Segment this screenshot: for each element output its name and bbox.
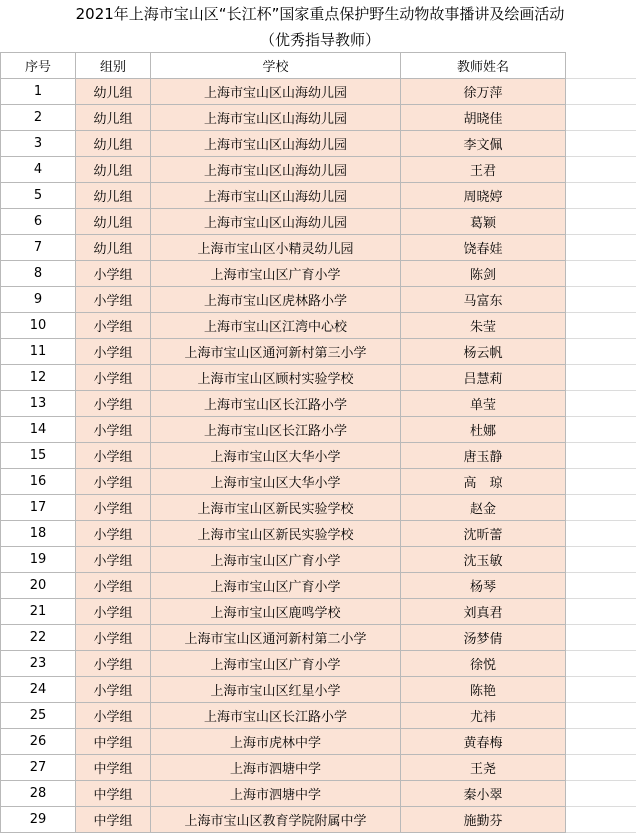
cell-school[interactable]: 上海市虎林中学 xyxy=(151,729,401,755)
cell-index[interactable]: 16 xyxy=(1,469,76,495)
table-row xyxy=(1,781,637,807)
cell-school[interactable]: 上海市宝山区山海幼儿园 xyxy=(151,209,401,235)
table-row xyxy=(1,261,637,287)
cell-teacher[interactable]: 陈艳 xyxy=(401,677,566,703)
sheet-title: 2021年上海市宝山区“长江杯”国家重点保护野生动物故事播讲及绘画活动 xyxy=(75,5,565,23)
cell-teacher[interactable]: 杜娜 xyxy=(401,417,566,443)
cell-teacher[interactable]: 单莹 xyxy=(401,391,566,417)
table-row xyxy=(1,807,637,833)
cell-group[interactable]: 幼儿组 xyxy=(76,79,151,105)
table-row xyxy=(1,755,637,781)
cell-teacher[interactable]: 施勤芬 xyxy=(401,807,566,833)
cell-school[interactable]: 上海市宝山区山海幼儿园 xyxy=(151,79,401,105)
empty-cell[interactable] xyxy=(566,131,637,157)
cell-group[interactable]: 小学组 xyxy=(76,599,151,625)
cell-group[interactable]: 幼儿组 xyxy=(76,131,151,157)
cell-index[interactable]: 21 xyxy=(1,599,76,625)
table-row xyxy=(1,729,637,755)
table-row xyxy=(1,547,637,573)
empty-cell[interactable] xyxy=(566,105,637,131)
table-row xyxy=(1,313,637,339)
cell-school[interactable]: 上海市宝山区新民实验学校 xyxy=(151,521,401,547)
cell-index[interactable]: 28 xyxy=(1,781,76,807)
table-row xyxy=(1,79,637,105)
cell-group[interactable]: 小学组 xyxy=(76,261,151,287)
empty-cell[interactable] xyxy=(566,677,637,703)
cell-school[interactable]: 上海市宝山区长江路小学 xyxy=(151,391,401,417)
table-row xyxy=(1,573,637,599)
cell-group[interactable]: 中学组 xyxy=(76,781,151,807)
empty-cell[interactable] xyxy=(566,79,637,105)
empty-cell[interactable] xyxy=(566,729,637,755)
table-row xyxy=(1,105,637,131)
cell-index[interactable]: 1 xyxy=(1,79,76,105)
cell-group[interactable]: 小学组 xyxy=(76,443,151,469)
cell-school[interactable]: 上海市宝山区教育学院附属中学 xyxy=(151,807,401,833)
cell-group[interactable]: 小学组 xyxy=(76,469,151,495)
cell-teacher[interactable]: 尤祎 xyxy=(401,703,566,729)
cell-school[interactable]: 上海市宝山区顾村实验学校 xyxy=(151,365,401,391)
empty-cell[interactable] xyxy=(566,417,637,443)
header-row xyxy=(1,53,637,79)
cell-index[interactable]: 14 xyxy=(1,417,76,443)
cell-group[interactable]: 中学组 xyxy=(76,807,151,833)
table-body xyxy=(1,79,637,833)
cell-index[interactable]: 4 xyxy=(1,157,76,183)
header-group[interactable]: 组别 xyxy=(76,53,151,79)
cell-group[interactable]: 小学组 xyxy=(76,313,151,339)
cell-index[interactable]: 18 xyxy=(1,521,76,547)
empty-cell[interactable] xyxy=(566,183,637,209)
table-row xyxy=(1,599,637,625)
empty-cell[interactable] xyxy=(566,495,637,521)
table-row xyxy=(1,625,637,651)
cell-index[interactable]: 20 xyxy=(1,573,76,599)
cell-group[interactable]: 小学组 xyxy=(76,677,151,703)
cell-teacher[interactable]: 周晓婷 xyxy=(401,183,566,209)
empty-cell[interactable] xyxy=(566,391,637,417)
cell-teacher[interactable]: 徐悦 xyxy=(401,651,566,677)
sheet-subtitle: （优秀指导教师） xyxy=(259,31,380,49)
cell-group[interactable]: 中学组 xyxy=(76,755,151,781)
cell-group[interactable]: 小学组 xyxy=(76,287,151,313)
table-row xyxy=(1,443,637,469)
cell-school[interactable]: 上海市宝山区虎林路小学 xyxy=(151,287,401,313)
table-row xyxy=(1,495,637,521)
empty-cell[interactable] xyxy=(566,261,637,287)
cell-index[interactable]: 9 xyxy=(1,287,76,313)
empty-cell[interactable] xyxy=(566,547,637,573)
header-school[interactable]: 学校 xyxy=(151,53,401,79)
cell-group[interactable]: 中学组 xyxy=(76,729,151,755)
cell-group[interactable]: 幼儿组 xyxy=(76,105,151,131)
cell-index[interactable]: 10 xyxy=(1,313,76,339)
table-row xyxy=(1,677,637,703)
cell-teacher[interactable]: 朱莹 xyxy=(401,313,566,339)
table-row xyxy=(1,391,637,417)
cell-teacher[interactable]: 唐玉静 xyxy=(401,443,566,469)
cell-teacher[interactable]: 刘真君 xyxy=(401,599,566,625)
cell-school[interactable]: 上海市泗塘中学 xyxy=(151,781,401,807)
empty-cell[interactable] xyxy=(566,599,637,625)
cell-school[interactable]: 上海市宝山区长江路小学 xyxy=(151,703,401,729)
empty-cell[interactable] xyxy=(566,755,637,781)
cell-group[interactable]: 小学组 xyxy=(76,625,151,651)
cell-teacher[interactable]: 杨云帆 xyxy=(401,339,566,365)
cell-group[interactable]: 小学组 xyxy=(76,365,151,391)
cell-school[interactable]: 上海市宝山区广育小学 xyxy=(151,573,401,599)
cell-teacher[interactable]: 马富东 xyxy=(401,287,566,313)
cell-index[interactable]: 19 xyxy=(1,547,76,573)
empty-cell[interactable] xyxy=(566,235,637,261)
empty-cell[interactable] xyxy=(566,443,637,469)
empty-cell[interactable] xyxy=(566,651,637,677)
cell-school[interactable]: 上海市宝山区山海幼儿园 xyxy=(151,183,401,209)
cell-group[interactable]: 小学组 xyxy=(76,573,151,599)
cell-index[interactable]: 22 xyxy=(1,625,76,651)
cell-teacher[interactable]: 王君 xyxy=(401,157,566,183)
cell-school[interactable]: 上海市宝山区通河新村第三小学 xyxy=(151,339,401,365)
cell-index[interactable]: 29 xyxy=(1,807,76,833)
table-row xyxy=(1,131,637,157)
cell-school[interactable]: 上海市宝山区小精灵幼儿园 xyxy=(151,235,401,261)
cell-school[interactable]: 上海市宝山区江湾中心校 xyxy=(151,313,401,339)
cell-teacher[interactable]: 沈玉敏 xyxy=(401,547,566,573)
cell-teacher[interactable]: 徐万萍 xyxy=(401,79,566,105)
cell-teacher[interactable]: 吕慧莉 xyxy=(401,365,566,391)
cell-teacher[interactable]: 高 琼 xyxy=(401,469,566,495)
cell-teacher[interactable]: 李文佩 xyxy=(401,131,566,157)
table-row xyxy=(1,209,637,235)
cell-teacher[interactable]: 杨琴 xyxy=(401,573,566,599)
cell-index[interactable]: 6 xyxy=(1,209,76,235)
empty-cell[interactable] xyxy=(566,53,637,79)
empty-cell[interactable] xyxy=(566,521,637,547)
cell-teacher[interactable]: 葛颖 xyxy=(401,209,566,235)
cell-index[interactable]: 11 xyxy=(1,339,76,365)
empty-cell[interactable] xyxy=(566,469,637,495)
cell-index[interactable]: 8 xyxy=(1,261,76,287)
table-row xyxy=(1,365,637,391)
cell-school[interactable]: 上海市宝山区长江路小学 xyxy=(151,417,401,443)
cell-school[interactable]: 上海市宝山区山海幼儿园 xyxy=(151,105,401,131)
cell-school[interactable]: 上海市宝山区大华小学 xyxy=(151,469,401,495)
cell-teacher[interactable]: 秦小翠 xyxy=(401,781,566,807)
cell-index[interactable]: 12 xyxy=(1,365,76,391)
cell-group[interactable]: 幼儿组 xyxy=(76,157,151,183)
cell-school[interactable]: 上海市宝山区广育小学 xyxy=(151,651,401,677)
cell-group[interactable]: 小学组 xyxy=(76,703,151,729)
empty-cell[interactable] xyxy=(566,339,637,365)
cell-school[interactable]: 上海市宝山区山海幼儿园 xyxy=(151,157,401,183)
table-row xyxy=(1,703,637,729)
empty-cell[interactable] xyxy=(566,807,637,833)
empty-cell[interactable] xyxy=(566,157,637,183)
empty-cell[interactable] xyxy=(566,287,637,313)
table-row xyxy=(1,235,637,261)
table-row xyxy=(1,287,637,313)
cell-teacher[interactable]: 赵金 xyxy=(401,495,566,521)
cell-school[interactable]: 上海市宝山区通河新村第二小学 xyxy=(151,625,401,651)
cell-index[interactable]: 2 xyxy=(1,105,76,131)
cell-teacher[interactable]: 沈昕蕾 xyxy=(401,521,566,547)
table-row xyxy=(1,339,637,365)
table-row xyxy=(1,521,637,547)
cell-school[interactable]: 上海市宝山区广育小学 xyxy=(151,261,401,287)
cell-group[interactable]: 小学组 xyxy=(76,417,151,443)
table-row xyxy=(1,651,637,677)
empty-cell[interactable] xyxy=(566,703,637,729)
cell-index[interactable]: 26 xyxy=(1,729,76,755)
cell-school[interactable]: 上海市宝山区广育小学 xyxy=(151,547,401,573)
empty-cell[interactable] xyxy=(566,209,637,235)
cell-teacher[interactable]: 饶春娃 xyxy=(401,235,566,261)
cell-index[interactable]: 13 xyxy=(1,391,76,417)
cell-teacher[interactable]: 汤梦倩 xyxy=(401,625,566,651)
cell-teacher[interactable]: 黄春梅 xyxy=(401,729,566,755)
cell-index[interactable]: 25 xyxy=(1,703,76,729)
cell-teacher[interactable]: 陈剑 xyxy=(401,261,566,287)
cell-index[interactable]: 3 xyxy=(1,131,76,157)
cell-group[interactable]: 小学组 xyxy=(76,339,151,365)
cell-index[interactable]: 7 xyxy=(1,235,76,261)
cell-school[interactable]: 上海市宝山区红星小学 xyxy=(151,677,401,703)
cell-teacher[interactable]: 胡晓佳 xyxy=(401,105,566,131)
header-index[interactable]: 序号 xyxy=(1,53,76,79)
empty-cell[interactable] xyxy=(566,573,637,599)
cell-index[interactable]: 27 xyxy=(1,755,76,781)
cell-teacher[interactable]: 王尧 xyxy=(401,755,566,781)
empty-cell[interactable] xyxy=(566,313,637,339)
cell-index[interactable]: 23 xyxy=(1,651,76,677)
table-row xyxy=(1,417,637,443)
cell-group[interactable]: 小学组 xyxy=(76,651,151,677)
empty-cell[interactable] xyxy=(566,625,637,651)
cell-school[interactable]: 上海市宝山区大华小学 xyxy=(151,443,401,469)
table-row xyxy=(1,183,637,209)
table-row xyxy=(1,469,637,495)
header-teacher[interactable]: 教师姓名 xyxy=(401,53,566,79)
cell-school[interactable]: 上海市宝山区鹿鸣学校 xyxy=(151,599,401,625)
empty-cell[interactable] xyxy=(566,781,637,807)
cell-group[interactable]: 小学组 xyxy=(76,547,151,573)
cell-group[interactable]: 幼儿组 xyxy=(76,209,151,235)
cell-index[interactable]: 24 xyxy=(1,677,76,703)
cell-group[interactable]: 小学组 xyxy=(76,495,151,521)
cell-index[interactable]: 5 xyxy=(1,183,76,209)
table-row xyxy=(1,157,637,183)
cell-group[interactable]: 小学组 xyxy=(76,391,151,417)
cell-group[interactable]: 小学组 xyxy=(76,521,151,547)
cell-school[interactable]: 上海市宝山区山海幼儿园 xyxy=(151,131,401,157)
cell-school[interactable]: 上海市泗塘中学 xyxy=(151,755,401,781)
cell-index[interactable]: 15 xyxy=(1,443,76,469)
cell-group[interactable]: 幼儿组 xyxy=(76,183,151,209)
teacher-table xyxy=(0,52,636,833)
cell-index[interactable]: 17 xyxy=(1,495,76,521)
cell-group[interactable]: 幼儿组 xyxy=(76,235,151,261)
cell-school[interactable]: 上海市宝山区新民实验学校 xyxy=(151,495,401,521)
empty-cell[interactable] xyxy=(566,365,637,391)
